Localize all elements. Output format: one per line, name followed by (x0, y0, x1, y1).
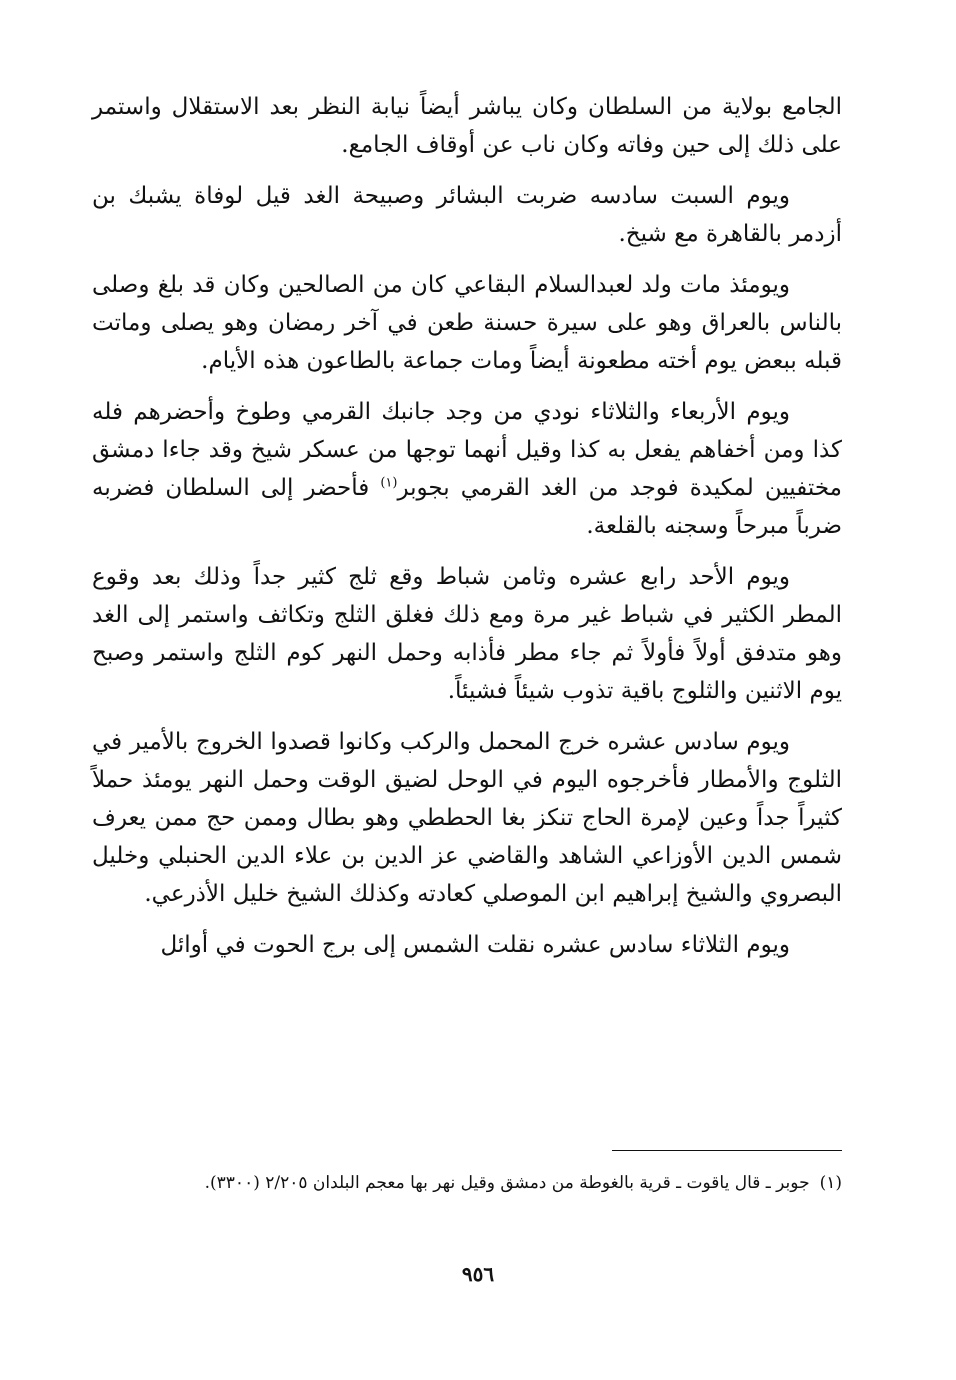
footnote-divider (612, 1150, 842, 1151)
paragraph-7: ويوم الثلاثاء سادس عشره نقلت الشمس إلى برج الحوت في أوائل (160, 932, 790, 958)
page-number: ٩٥٦ (461, 1262, 495, 1286)
paragraph-2: ويوم السبت سادسه ضربت البشائر وصبيحة الغد قيل لوفاة يشبك بن أزدمر بالقاهرة مع شيخ. (92, 183, 842, 247)
main-text (92, 88, 842, 977)
paragraph-1: الجامع بولاية من السلطان وكان يباشر أيضاً نيابة النظر بعد الاستقلال واستمر على ذلك إلى حين وفاته وكان ناب عن أوقاف الجامع. (92, 94, 842, 158)
paragraph-4-text-b: فأحضر إلى السلطان فضربه ضرباً مبرحاً وسجنه بالقلعة. (92, 475, 842, 539)
footnote-text: جوبر ـ قال ياقوت ـ قرية بالغوطة من دمشق وقيل نهر بها معجم البلدان ٢/٢٠٥ (٣٣٠٠). (204, 1173, 810, 1193)
paragraph-6: ويوم سادس عشره خرج المحمل والركب وكانوا قصدوا الخروج بالأمير في الثلوج والأمطار فأخرجوه اليوم في الوحل لضيق الوقت وحمل النهر يومئذ حملاً كثيراً جداً وعين لإمرة الحاج تنكز بغا الحططي وهو بطال وممن حج ممن يعرف شمس الدين الأوزاعي الشاهد والقاضي عز الدين بن علاء الدين الحنبلي وخليل البصروي والشيخ إبراهيم ابن الموصلي كعادته وكذلك الشيخ خليل الأذرعي. (92, 729, 842, 907)
footnote-reference[interactable]: (١) (380, 475, 398, 491)
footnote-number: (١) (819, 1173, 842, 1193)
paragraph-4-text-a: ويوم الأربعاء والثلاثاء نودي من وجد جانبك القرمي وطوخ وأحضرهم فله كذا ومن أخفاهم يفعل به كذا وقيل أنهما توجها من عسكر شيخ وقد جاءا دمشق مختفيين لمكيدة فوجد من الغد القرمي بجوبر (92, 399, 842, 501)
footnote (92, 1166, 842, 1200)
paragraph-3: ويومئذ مات ولد لعبدالسلام البقاعي كان من الصالحين وكان قد بلغ وصلى بالناس بالعراق وهو على سيرة حسنة طعن في آخر رمضان وهو يصلى وماتت قبله ببعض يوم أخته مطعونة أيضاً ومات جماعة بالطاعون هذه الأيام. (92, 272, 842, 374)
paragraph-4 (92, 393, 842, 545)
paragraph-5: ويوم الأحد رابع عشره وثامن شباط وقع ثلج كثير جداً وذلك بعد وقوع المطر الكثير في شباط غير مرة ومع ذلك فغلق الثلج وتكاثف واستمر إلى الغد وهو متدفق أولاً فأولاً ثم جاء مطر فأذابه وحمل النهر كوم الثلج واستمر وصبح يوم الاثنين والثلوج باقية تذوب شيئاً فشيئاً. (92, 564, 842, 704)
